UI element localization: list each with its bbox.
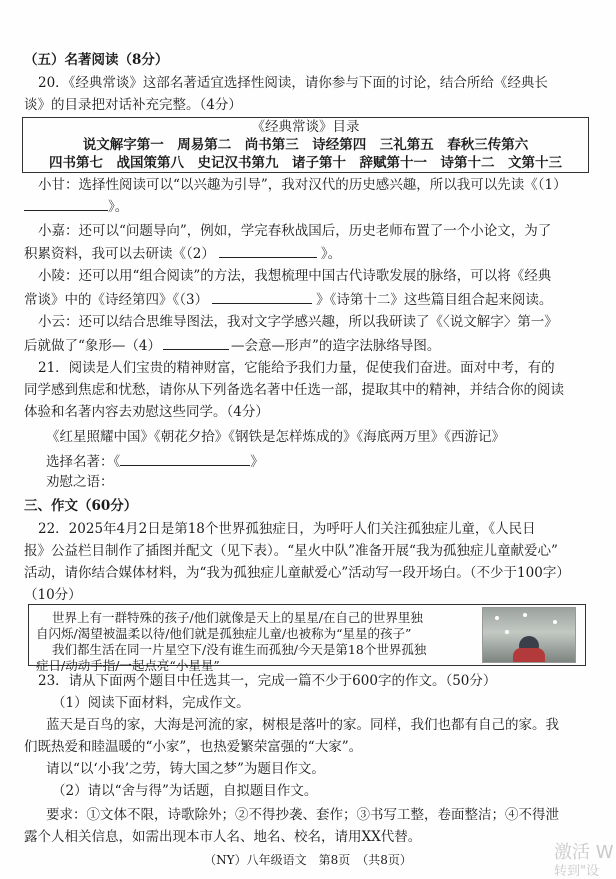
- q21-line2: 同学感到焦虑和忧愁，请你从下列备选名著中任选一部，提取其中的精神，并结合你的阅读: [24, 382, 564, 398]
- q23-material-line1: 蓝天是百鸟的家，大海是河流的家，树根是落叶的家。同样，我们也都有自己的家。我: [46, 717, 559, 733]
- section-heading-reading: （五）名著阅读（8分）: [24, 52, 169, 68]
- q20-line2: 谈》的目录把对话补充完整。（4分）: [24, 97, 242, 113]
- dialogue-xiaogan-2: 》。: [24, 196, 128, 216]
- q23-material-line2: 们既热爱和睦温暖的“小家”，也热爱繁荣富强的“大家”。: [24, 739, 363, 755]
- q20-line1: 20．《经典常谈》这部名著适宜选择性阅读，请你参与下面的讨论，结合所给《经典长: [38, 75, 548, 91]
- poem-line1: 世界上有一群特殊的孩子/他们就像是天上的星星/在自己的世界里独: [52, 610, 423, 625]
- q23-material-prompt: 请以“以‘小我’之劳，铸大国之梦”为题目作文。: [46, 761, 325, 777]
- dialogue-xiaojia-1: 小嘉：还可以“问题导向”，例如，学完春秋战国后，历史老师布置了一个小论文，为了: [38, 223, 552, 239]
- q22-line1: 22．2025年4月2日是第18个世界孤独症日，为呼吁人们关注孤独症儿童，《人民日: [38, 521, 536, 537]
- dialogue-xiaoyun-1: 小云：还可以结合思维导图法，我对文字学感兴趣，所以我研读了《〈说文解字〉第一》: [38, 314, 558, 330]
- q21-line1: 21．阅读是人们宝贵的精神财富，它能给予我们力量，促使我们奋进。面对中考，有的: [38, 360, 555, 376]
- q22-score: （10分）: [24, 587, 82, 603]
- poem-line3: 我们都生活在同一片星空下/没有谁生而孤独/今天是第18个世界孤独: [52, 642, 427, 657]
- q22-line2: 报》公益栏目制作了插图并配文（见下表）。“星火中队”准备开展“我为孤独症儿童献爱心”: [24, 543, 558, 559]
- dialogue-xiaoling-2: 常谈》中的《诗经第四》《（3） 》《诗第十二》这些篇目组合起来阅读。: [24, 289, 552, 309]
- q23-requirements-line1: 要求：①文体不限，诗歌除外；②不得抄袭、套作；③书写工整，卷面整洁；④不得泄: [46, 807, 559, 823]
- dialogue-xiaogan-1: 小甘：选择性阅读可以“以兴趣为引导”，我对汉代的历史感兴趣，所以我可以先读《（1）: [38, 177, 567, 193]
- activation-watermark-line2: 转到"设: [554, 864, 599, 879]
- q23-line1: 23．请从下面两个题目中任选其一，完成一篇不少于600字的作文。（50分）: [38, 673, 497, 689]
- dialogue-xiaoling-1: 小陵：还可以用“组合阅读”的方法，我想梳理中国古代诗歌发展的脉络，可以将《经典: [38, 268, 552, 284]
- poem-line2: 自闪烁/渴望被温柔以待/他们就是孤独症儿童/也被称为“星星的孩子”: [36, 626, 412, 641]
- page-footer: （NY）八年级语文 第8页 （共8页）: [204, 853, 412, 867]
- toc-row2: 四书第七 战国策第八 史记汉书第九 诸子第十 辞赋第十一 诗第十二 文第十三: [49, 155, 562, 171]
- answer-blank-4[interactable]: [163, 335, 229, 350]
- q21-line3: 体验和名著内容去劝慰这些同学。（4分）: [24, 404, 269, 420]
- q23-option2: （2）请以“舍与得”为话题，自拟题目作文。: [52, 783, 318, 799]
- q22-line3: 活动，请你结合媒体材料，为“我为孤独症儿童献爱心”活动写一段开场白。（不少于100字）: [24, 565, 570, 581]
- toc-box: [22, 117, 589, 173]
- activation-watermark-line1: 激活 W: [554, 842, 614, 863]
- answer-blank-1[interactable]: [24, 196, 108, 211]
- q23-option1: （1）阅读下面材料，完成作文。: [52, 695, 250, 711]
- starry-child-illustration: [482, 607, 576, 663]
- poem-line4: 症日/动动手指/一起点亮“小星星”: [36, 658, 220, 673]
- answer-blank-3[interactable]: [212, 289, 312, 304]
- q21-choose-book: 选择名著：《 》: [46, 451, 264, 471]
- dialogue-xiaoyun-2: 后就做了“象形—（4） —会意—形声”的造字法脉络导图。: [24, 335, 440, 355]
- dialogue-xiaojia-2: 积累资料，我可以去研读《（2） 》。: [24, 243, 341, 263]
- q21-book-list: 《红星照耀中国》《朝花夕拾》《钢铁是怎样炼成的》《海底两万里》《西游记》: [46, 429, 505, 445]
- answer-blank-2[interactable]: [219, 243, 317, 258]
- q23-requirements-line2: 露个人相关信息，如需出现本市人名、地名、校名，请用XX代替。: [24, 829, 422, 845]
- toc-title: 《经典常谈》目录: [251, 119, 360, 135]
- book-choice-blank[interactable]: [120, 451, 250, 466]
- toc-row1: 说文解字第一 周易第二 尚书第三 诗经第四 三礼第五 春秋三传第六: [82, 137, 529, 153]
- section-heading-composition: 三、作文（60分）: [24, 498, 138, 514]
- q21-comfort-label: 劝慰之语：: [46, 474, 114, 490]
